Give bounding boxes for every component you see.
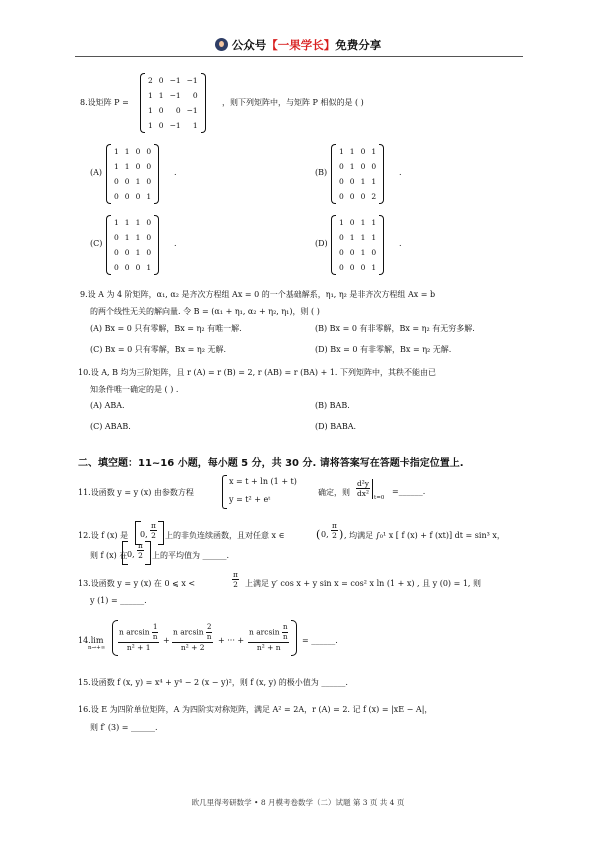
q12-line2b: 上的平均值为 ______. — [152, 551, 230, 560]
q8-option-d-matrix: 1 0 1 1 0 1 1 1 0 0 1 0 0 0 0 1 — [331, 215, 384, 275]
avatar-icon — [215, 38, 228, 51]
q15-text: 15.设函数 f (x, y) = x⁴ + y⁴ − 2 (x − y)²，则 f (x, y) 的极小值为 ______. — [78, 678, 348, 687]
q8-stem-tail: ，则下列矩阵中，与矩阵 P 相似的是 ( ) — [222, 98, 364, 107]
q8-stem: 8.设矩阵 P = — [80, 98, 129, 107]
q11-derivative: $\frac{\text{d²y}}{\text{dx²}}$ — [357, 479, 370, 498]
q8-option-b-matrix: 1 1 0 1 0 1 0 0 0 0 1 1 0 0 0 2 — [331, 144, 384, 204]
q13-line2: y (1) = ______. — [90, 596, 147, 605]
q9-option-b: (B) Bx = 0 有非零解，Bx = η₂ 有无穷多解. — [315, 324, 475, 333]
q14-term3: n arcsin $\frac{n}{n}$ n² + n — [249, 623, 288, 652]
q10-option-d: (D) BABA. — [315, 422, 357, 431]
q8-option-a-matrix: 1 1 0 0 1 1 0 0 0 0 1 0 0 0 0 1 — [106, 144, 159, 204]
q10-option-b: (B) BAB. — [315, 401, 350, 410]
header-highlight: 【一果学长】 — [266, 38, 336, 52]
q11-eq2: y = t² + eᵗ — [229, 495, 271, 504]
q11-brace — [222, 475, 227, 509]
q8-option-c-label: (C) — [90, 239, 103, 248]
page-footer: 欧几里得考研数学 • 8 月模考卷数学（二）试题 第 3 页 共 4 页 — [191, 798, 405, 807]
q13-line1a: 13.设函数 y = y (x) 在 0 ⩽ x < — [78, 579, 196, 588]
q8-option-d-label: (D) — [315, 239, 328, 248]
q9-line2: 的两个线性无关的解向量. 令 B = (α₁ + η₁, α₂ + η₂, η₁)，则 ( ) — [90, 307, 320, 316]
q10-option-a: (A) ABA. — [90, 401, 125, 410]
q11-tail: =______. — [392, 487, 426, 496]
q13-line1b: 上满足 y′ cos x + y sin x = cos² x ln (1 + x) , 且 y (0) = 1, 则 — [245, 579, 482, 588]
section-title: 二、填空题：11~16 小题，每小题 5 分，共 30 分. 请将答案写在答题卡指定位置上. — [78, 458, 464, 469]
q9-line1: 9.设 A 为 4 阶矩阵，α₁, α₂ 是齐次方程组 Ax = 0 的一个基础解系，η₁, η₂ 是非齐次方程组 Ax = b — [80, 290, 436, 299]
q9-option-a: (A) Bx = 0 只有零解，Bx = η₂ 有唯一解. — [90, 324, 242, 333]
q12-line1b: 上的非负连续函数，且对任意 x ∈ — [165, 531, 285, 540]
q12-line1a: 12.设 f (x) 是 — [78, 531, 129, 540]
page-header: 公众号【一果学长】免费分享 — [0, 37, 596, 53]
q10-line1: 10.设 A, B 均为三阶矩阵，且 r (A) = r (B) = 2, r (AB) = r (BA) + 1. 下列矩阵中，其秩不能由已 — [78, 368, 437, 377]
q12-line2a: 则 f (x) 在 — [90, 551, 128, 560]
q8-matrix-p: 2 0 −1 −1 1 1 −1 0 1 0 0 −1 1 0 −1 1 — [140, 73, 206, 133]
q11-prefix: 11.设函数 y = y (x) 由参数方程 — [78, 488, 194, 497]
q11-eq1: x = t + ln (1 + t) — [229, 477, 297, 486]
q8-option-c-matrix: 1 1 1 0 0 1 1 0 0 0 1 0 0 0 0 1 — [106, 215, 159, 275]
q14-term1: n arcsin $\frac{1}{n}$ n² + 1 — [119, 623, 158, 652]
q9-option-d: (D) Bx = 0 有非零解，Bx = η₂ 无解. — [315, 345, 452, 354]
q8-option-b-label: (B) — [315, 168, 328, 177]
q14-lim: 14.lim — [78, 636, 104, 645]
q9-option-c: (C) Bx = 0 只有零解，Bx = η₂ 无解. — [90, 345, 226, 354]
q8-option-a-label: (A) — [90, 168, 103, 177]
q10-line2: 知条件唯一确定的是 ( ) . — [90, 385, 179, 394]
q14-tail: = ______. — [302, 636, 338, 645]
q10-option-c: (C) ABAB. — [90, 422, 131, 431]
header-divider — [75, 56, 523, 57]
q11-mid: 确定，则 — [318, 488, 350, 497]
q16-line1: 16.设 E 为四阶单位矩阵，A 为四阶实对称矩阵，满足 A² = 2A，r (A) = 2. 记 f (x) = |xE − A|， — [78, 705, 433, 714]
q12-line1c: , 均满足 ∫₀¹ x [ f (x) + f (xt)] dt = sin³ x， — [344, 531, 505, 540]
q16-line2: 则 f′ (3) = ______. — [90, 723, 158, 732]
q14-term2: n arcsin $\frac{2}{n}$ n² + 2 — [173, 623, 212, 652]
